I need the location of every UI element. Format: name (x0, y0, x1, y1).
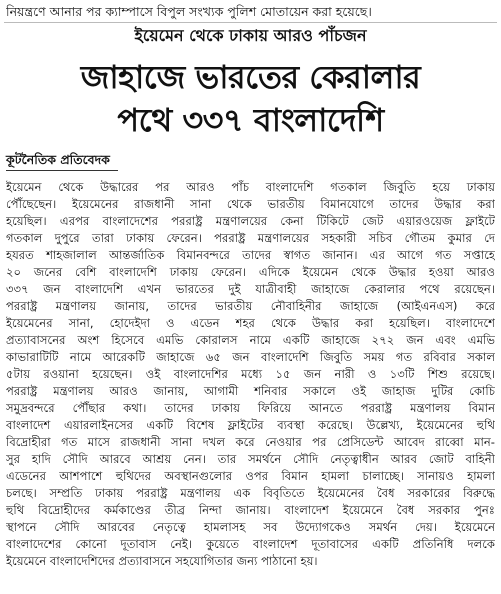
body-line: গতকাল দুপুরে তারা ঢাকায় ফেরেন। পররাষ্ট্র মন্ত্রণালয়ের সহকারী সচিব গৌতম কুমার দে (6, 231, 495, 245)
article-kicker: ইয়েমেন থেকে ঢাকায় আরও পাঁচজন (134, 26, 367, 45)
article-body (6, 179, 495, 570)
body-line: হযরত শাহজালাল আন্তর্জাতিক বিমানবন্দরে তাদের স্বাগত জানান। এর আগে গত সপ্তাহে (6, 248, 495, 262)
body-line: বিদ্রোহীরা গত মাসে রাজধানী সানা দখল করে নেওয়ার পর প্রেসিডেন্ট আবেদ রাব্বো মান- (6, 435, 495, 449)
body-line: পৌঁছেছেন। ইয়েমেনের রাজধানী সানা থেকে ভারতীয় বিমানযোগে তাদের উদ্ধার করা (6, 197, 495, 211)
body-line: চলছে। সম্প্রতি ঢাকায় পররাষ্ট্র মন্ত্রণালয় এক বিবৃতিতে ইয়েমেনের বৈধ সরকারের বিরুদ্ধে (6, 486, 495, 500)
body-line: ২০ জনের বেশি বাংলাদেশি ঢাকায় ফেরেন। এদিকে ইয়েমেন থেকে উদ্ধার হওয়া আরও (6, 265, 495, 279)
headline-line: পথে ৩৩৭ বাংলাদেশি (117, 101, 384, 139)
headline-line: জাহাজে ভারতের কেরালার (80, 58, 421, 96)
body-line: কাভারাটিটি নামে আরেকটি জাহাজে ৬৫ জন বাংলাদেশি জিবুতি সময় গত রবিবার সকাল (6, 350, 495, 364)
article-headline (0, 56, 501, 142)
body-line: ৫টায় রওয়ানা হয়েছেন। ওই বাংলাদেশির মধ্যে ১৫ জন নারী ও ১৩টি শিশু রয়েছে। (6, 367, 495, 381)
body-line: ৩৩৭ জন বাংলাদেশি এখন ভারতের দুই যাত্রীবাহী জাহাজে কেরালার পথে রয়েছেন। (6, 282, 495, 296)
body-line: স্থাপনে সৌদি আরবের নেতৃত্বে হামলাসহ সব উদ্যোগকেও সমর্থন দেয়। ইয়েমেনে (6, 520, 495, 534)
body-line: ইয়েমেনে বাংলাদেশিদের প্রত্যাবাসনে সহযোগিতার জন্য পাঠানো হয়। (6, 554, 318, 568)
previous-article-fragment: নিয়ন্ত্রণে আনার পর ক্যাম্পাসে বিপুল সংখ্যক পুলিশ মোতায়েন করা হয়েছে। (6, 4, 372, 19)
body-line: ইয়েমেনের সানা, হোদেইদা ও এডেন শহর থেকে উদ্ধার করা হয়েছিল। বাংলাদেশে (6, 316, 495, 330)
body-line: হয়েছিল। এরপর বাংলাদেশের পররাষ্ট্র মন্ত্রণালয়ের কেনা টিকিটে জেট এয়ারওয়েজ ফ্লাইটে (6, 214, 495, 228)
article-byline: কূটনৈতিক প্রতিবেদক (6, 152, 110, 167)
body-line: প্রত্যাবাসনের অংশ হিসেবে এমভি কোরালস নামে একটি জাহাজে ২৭২ জন এবং এমভি (6, 333, 495, 347)
body-line: হুথি বিদ্রোহীদের কর্মকাণ্ডের তীব্র নিন্দা জানায়। বাংলাদেশ ইয়েমেনে বৈধ সরকার পুনঃ (6, 503, 495, 517)
body-line: পররাষ্ট্র মন্ত্রণালয় আরও জানায়, আগামী শনিবার সকালে ওই জাহাজ দুটির কোচি (6, 384, 495, 398)
body-line: বাংলাদেশের কোনো দূতাবাস নেই। কুয়েতে বাংলাদেশ দূতাবাসের একটি প্রতিনিধি দলকে (6, 537, 495, 551)
body-line: ইয়েমেন থেকে উদ্ধারের পর আরও পাঁচ বাংলাদেশি গতকাল জিবুতি হয়ে ঢাকায় (6, 180, 495, 194)
body-line: বাংলাদেশ এয়ারলাইনসের একটি বিশেষ ফ্লাইটের ব্যবস্থা করেছে। উল্লেখ্য, ইয়েমেনের হুথি (6, 418, 495, 432)
byline-underline (6, 170, 118, 171)
body-line: সুর হাদি সৌদি আরবে আশ্রয় নেন। তার সমর্থনে সৌদি নেতৃত্বাধীন আরব জোট বাহিনী (6, 452, 495, 466)
body-line: এডেনের আশপাশে হুথিদের অবস্থানগুলোর ওপর বিমান হামলা চালাচ্ছে। সানায়ও হামলা (6, 469, 495, 483)
top-divider (4, 22, 497, 23)
body-line: সমুদ্রবন্দরে পৌঁছার কথা। তাদের ঢাকায় ফিরিয়ে আনতে পররাষ্ট্র মন্ত্রণালয় বিমান (6, 401, 495, 415)
body-line: পররাষ্ট্র মন্ত্রণালয় জানায়, তাদের ভারতীয় নৌবাহিনীর জাহাজে (আইএনএস) করে (6, 299, 495, 313)
